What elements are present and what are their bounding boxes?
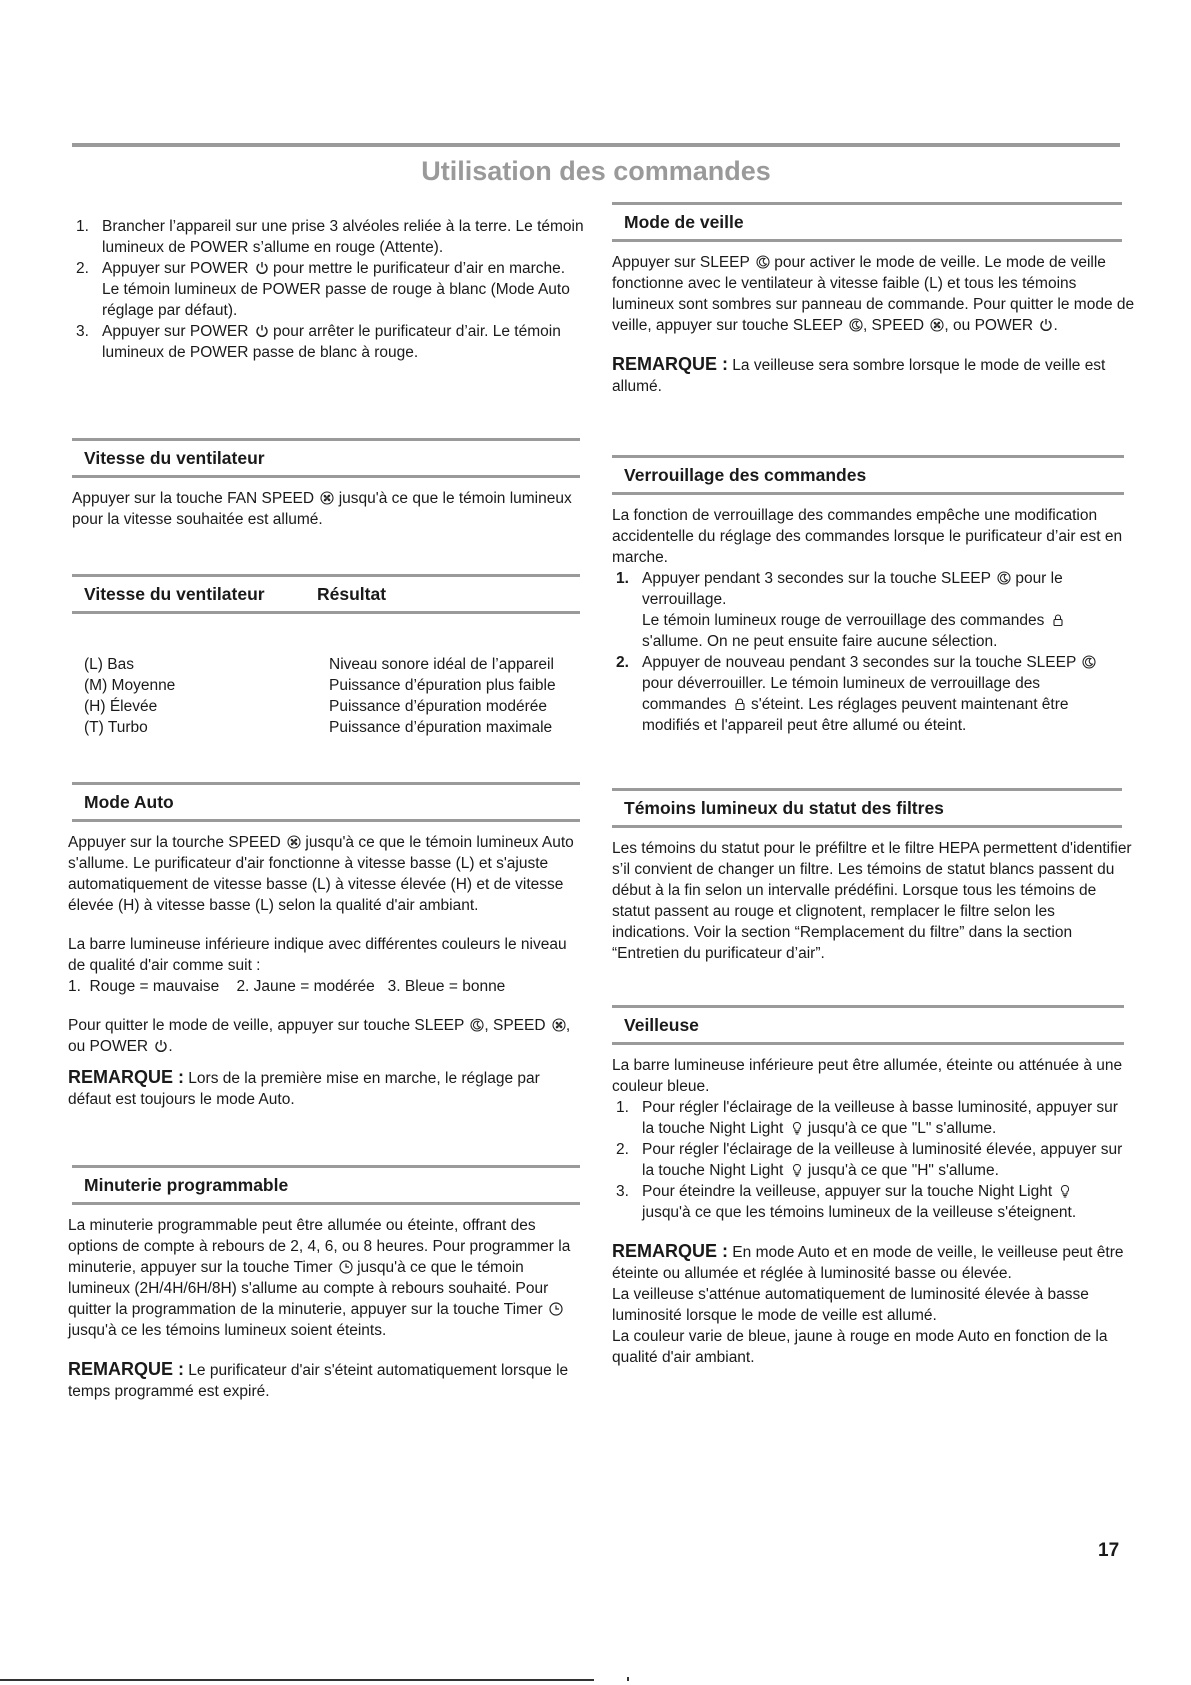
timer-icon [549, 1302, 563, 1316]
section-heading: Minuterie programmable [72, 1165, 580, 1205]
section-heading: Vitesse du ventilateur [72, 438, 580, 478]
speed-table [72, 574, 580, 738]
speed-table-body [72, 654, 580, 738]
bottom-tick [627, 1677, 629, 1681]
note: REMARQUE : En mode Auto et en mode de veille, le veilleuse peut être éteinte ou allumée et réglée à luminosité basse ou élevée. [612, 1241, 1124, 1282]
list-item: 2. Appuyer de nouveau pendant 3 secondes sur la touche SLEEP pour déverrouiller. Le témoin lumineux de verrouillage des commandes s'éteint. Les réglages peuvent maintenant être modifiés et l'appareil peut être allumé ou éteint. [612, 652, 1124, 736]
list-item: 1. Appuyer pendant 3 secondes sur la touche SLEEP pour le verrouillage. Le témoin lumineux rouge de verrouillage des commandes s'allume. On ne peut ensuite faire aucune sélection. [616, 570, 1063, 650]
table-header [72, 574, 580, 614]
lock-steps [612, 568, 1124, 736]
fan-speed-section [72, 438, 580, 530]
table-row: (H) Élevée Puissance d’épuration modérée [84, 698, 547, 715]
section-heading: Mode Auto [72, 782, 580, 822]
list-item: 3. Pour éteindre la veilleuse, appuyer sur la touche Night Light jusqu'à ce que les témoins lumineux de la veilleuse s'éteignent. [616, 1183, 1077, 1221]
bulb-icon [790, 1163, 804, 1177]
page-title: Utilisation des commandes [421, 156, 771, 186]
note: REMARQUE : La veilleuse sera sombre lorsque le mode de veille est allumé. [612, 354, 1106, 395]
page-number: 17 [1098, 1540, 1120, 1561]
filter-status-section: Témoins lumineux du statut des filtres Les témoins du statut pour le préfiltre et le filtre HEPA permettent d'identifier s’il convient de changer un filtre. Les témoins de statut blancs passent du début à la fin selon un intervalle prédéfini. Lorsque tous les témoins de statut passent au rouge et clignotent, remplacer le filtre selon les indications. Voir la section “Remplacement du filtre” dans la section “Entretien du purificateur d’air”. [612, 788, 1136, 964]
fan-icon [320, 491, 334, 505]
lock-section: Verrouillage des commandes La fonction de verrouillage des commandes empêche une modification accidentelle du réglage des commandes lorsque le purificateur d’air est en marche. 1. Appuyer pendant 3 secondes sur la touche SLEEP pour le verrouillage. Le témoin lumineux rouge de verrouillage des commandes s'allume. On ne peut ensuite faire aucune sélection. 2. Appuyer de nouveau pendant 3 secondes sur la touche SLEEP pour déverrouiller. Le témoin lumineux de verrouillage des commandes s'éteint. Les réglages peuvent maintenant être modifiés et l'appareil peut être allumé ou éteint. [612, 455, 1124, 736]
table-row: (L) Bas Niveau sonore idéal de l’appareil [84, 656, 554, 673]
section-heading: Mode de veille [612, 202, 1122, 242]
lock-icon [1051, 613, 1065, 627]
list-item: 1. Pour régler l'éclairage de la veilleuse à basse luminosité, appuyer sur la touche Night Light jusqu'à ce que "L" s'allume. [616, 1099, 1118, 1137]
table-row: (T) Turbo Puissance d’épuration maximale [84, 719, 553, 736]
sleep-icon [470, 1018, 484, 1032]
power-icon [255, 324, 269, 338]
lock-icon [733, 697, 747, 711]
sleep-icon [1082, 655, 1096, 669]
sleep-icon [849, 318, 863, 332]
timer-section: Minuterie programmable La minuterie programmable peut être allumée ou éteinte, offrant des options de compte à rebours de 2, 4, 6, ou 8 heures. Pour programmer la minuterie, appuyer sur la touche Timer jusqu'à ce que le témoin lumineux (2H/4H/6H/8H) s'allume au compte à rebours souhaité. Pour quitter la programmation de la minuterie, appuyer sur la touche Timer jusqu'à ce les témoins lumineux soient éteints. REMARQUE : Le purificateur d'air s'éteint automatiquement lorsque le temps programmé est expiré. [68, 1165, 580, 1402]
fan-icon [552, 1018, 566, 1032]
bulb-icon [790, 1121, 804, 1135]
table-row: (M) Moyenne Puissance d’épuration plus faible [84, 677, 556, 694]
section-heading: Verrouillage des commandes [612, 455, 1124, 495]
power-icon [1039, 318, 1053, 332]
bulb-icon [1058, 1184, 1072, 1198]
left-column [72, 216, 584, 363]
auto-mode-section: Mode Auto Appuyer sur la tourche SPEED jusqu'à ce que le témoin lumineux Auto s'allume. Le purificateur d'air fonctionne à vitesse basse (L) et s'ajuste automatiquement de vitesse basse (L) à vitesse élevée (H) et de vitesse élevée (H) à vitesse basse (L) selon la qualité d'air ambiant. La barre lumineuse inférieure indique avec différentes couleurs le niveau de qualité d'air comme suit : 1. Rouge = mauvaise 2. Jaune = modérée 3. Bleue = bonne Pour quitter le mode de veille, appuyer sur touche SLEEP , SPEED , ou POWER . REMARQUE : Lors de la première mise en marche, le réglage par défaut est toujours le mode Auto. [68, 782, 580, 1110]
sleep-icon [756, 255, 770, 269]
section-heading: Veilleuse [612, 1005, 1124, 1045]
fan-speed-text: Appuyer sur la touche FAN SPEED jusqu'à ce que le témoin lumineux pour la vitesse souhaitée est allumé. [72, 490, 572, 528]
list-item: 2. Pour régler l'éclairage de la veilleuse à luminosité élevée, appuyer sur la touche Night Light jusqu'à ce que "H" s'allume. [616, 1141, 1123, 1179]
list-item: 3. Appuyer sur POWER pour arrêter le purificateur d’air. Le témoin lumineux de POWER passe de blanc à rouge. [76, 323, 561, 361]
bottom-rule [0, 1679, 594, 1681]
table-column-header: Résultat [317, 584, 387, 604]
setup-steps [72, 216, 584, 363]
timer-icon [339, 1260, 353, 1274]
fan-icon [930, 318, 944, 332]
list-item: 1. Brancher l’appareil sur une prise 3 alvéoles reliée à la terre. Le témoin lumineux de POWER s’allume en rouge (Attente). [76, 218, 584, 256]
note: REMARQUE : Le purificateur d'air s'éteint automatiquement lorsque le temps programmé est expiré. [68, 1359, 569, 1400]
power-icon [154, 1039, 168, 1053]
section-heading: Témoins lumineux du statut des filtres [612, 788, 1122, 828]
sleep-icon [997, 571, 1011, 585]
list-item: 2. Appuyer sur POWER pour mettre le purificateur d’air en marche. Le témoin lumineux de POWER passe de rouge à blanc (Mode Auto réglage par défaut). [76, 260, 570, 319]
night-light-section: Veilleuse La barre lumineuse inférieure peut être allumée, éteinte ou atténuée à une couleur bleue. 1. Pour régler l'éclairage de la veilleuse à basse luminosité, appuyer sur la touche Night Light jusqu'à ce que "L" s'allume. 2. Pour régler l'éclairage de la veilleuse à luminosité élevée, appuyer sur la touche Night Light jusqu'à ce que "H" s'allume. 3. Pour éteindre la veilleuse, appuyer sur la touche Night Light jusqu'à ce que les témoins lumineux de la veilleuse s'éteignent. REMARQUE : En mode Auto et en mode de veille, le veilleuse peut être éteinte ou allumée et réglée à luminosité basse ou élevée. La veilleuse s'atténue automatiquement de luminosité élevée à basse luminosité lorsque le mode de veille est allumé. La couleur varie de bleue, jaune à rouge en mode Auto en fonction de la qualité d'air ambiant. [612, 1005, 1124, 1368]
night-light-steps [612, 1097, 1124, 1223]
power-icon [255, 261, 269, 275]
sleep-mode-section: Mode de veille Appuyer sur SLEEP pour activer le mode de veille. Le mode de veille fonctionne avec le ventilateur à vitesse faible (L) et tous les témoins lumineux sont sombres sur panneau de commande. Pour quitter le mode de veille, appuyer sur touche SLEEP , SPEED , ou POWER . REMARQUE : La veilleuse sera sombre lorsque le mode de veille est allumé. [612, 202, 1136, 397]
top-rule [72, 143, 1120, 147]
note: REMARQUE : Lors de la première mise en marche, le réglage par défaut est toujours le mode Auto. [68, 1067, 540, 1108]
table-column-header: Vitesse du ventilateur [84, 584, 265, 604]
fan-icon [287, 835, 301, 849]
